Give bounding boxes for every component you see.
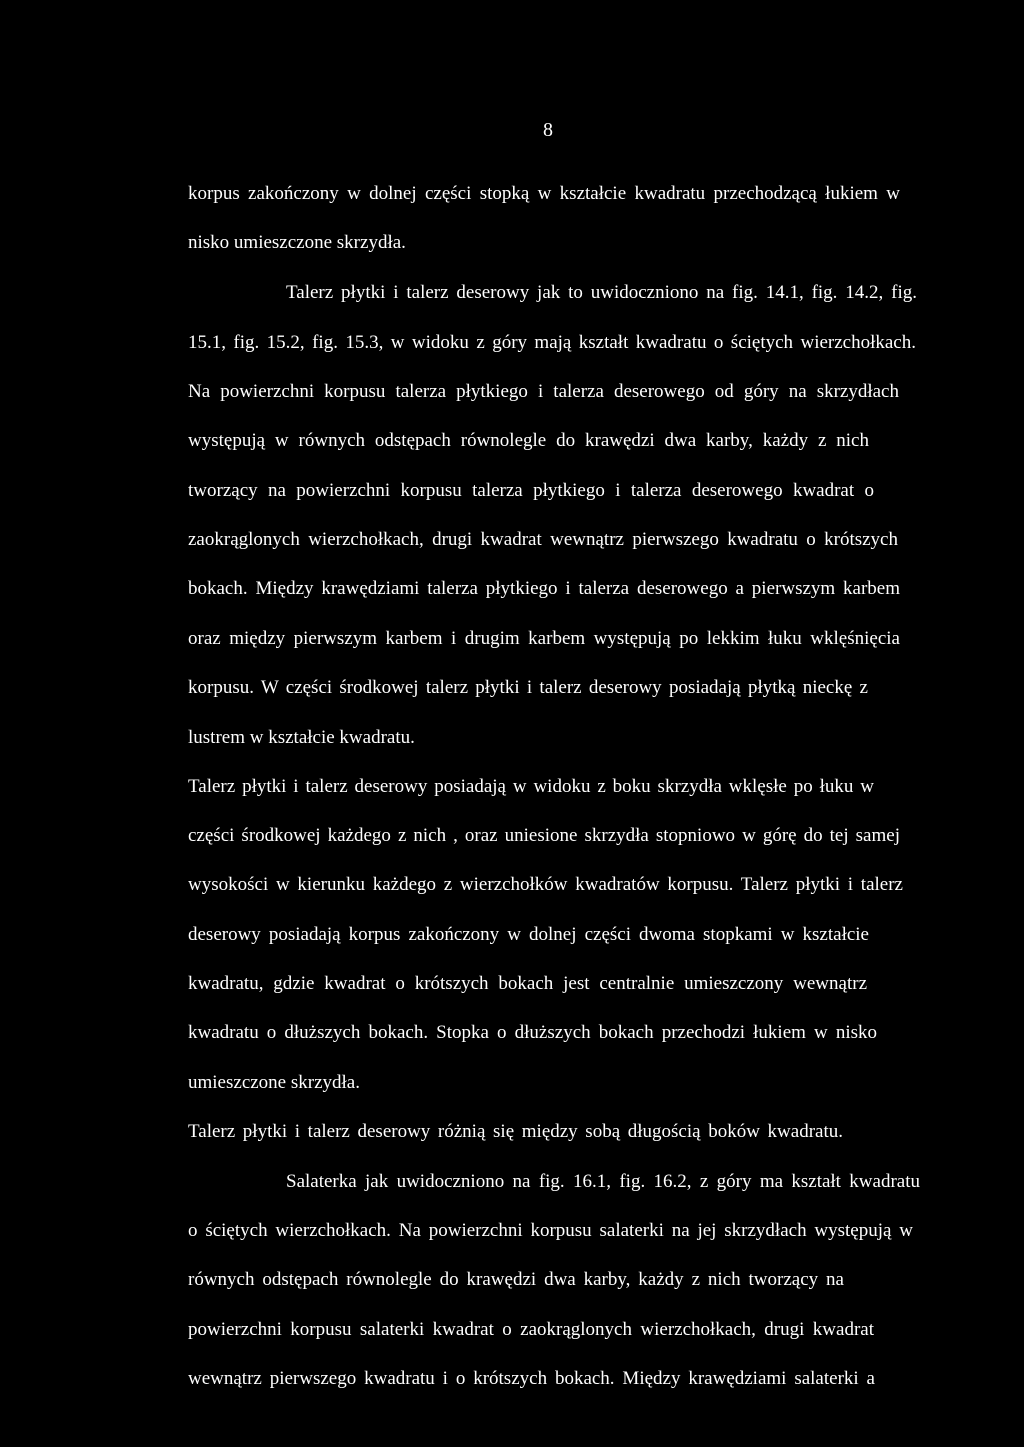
text-line: Talerz płytki i talerz deserowy jak to uwidoczniono na fig. 14.1, fig. 14.2, fig.: [286, 282, 917, 303]
text-line: powierzchni korpusu salaterki kwadrat o zaokrąglonych wierzchołkach, drugi kwadrat: [188, 1319, 874, 1340]
page-number: 8: [543, 119, 553, 141]
text-line: kwadratu, gdzie kwadrat o krótszych bokach jest centralnie umieszczony wewnątrz: [188, 973, 867, 994]
text-line: Talerz płytki i talerz deserowy różnią się między sobą długością boków kwadratu.: [188, 1121, 843, 1142]
text-line: równych odstępach równolegle do krawędzi dwa karby, każdy z nich tworzący na: [188, 1269, 844, 1290]
text-line: kwadratu o dłuższych bokach. Stopka o dłuższych bokach przechodzi łukiem w nisko: [188, 1022, 877, 1043]
text-line: Na powierzchni korpusu talerza płytkiego i talerza deserowego od góry na skrzydłach: [188, 381, 899, 402]
text-line: nisko umieszczone skrzydła.: [188, 232, 406, 253]
text-line: o ściętych wierzchołkach. Na powierzchni korpusu salaterki na jej skrzydłach występują w: [188, 1220, 913, 1241]
text-line: 15.1, fig. 15.2, fig. 15.3, w widoku z góry mają kształt kwadratu o ściętych wierzchołkach.: [188, 332, 916, 353]
text-line: części środkowej każdego z nich , oraz uniesione skrzydła stopniowo w górę do tej samej: [188, 825, 900, 846]
text-line: deserowy posiadają korpus zakończony w dolnej części dwoma stopkami w kształcie: [188, 924, 869, 945]
text-line: oraz między pierwszym karbem i drugim karbem występują po lekkim łuku wklęśnięcia: [188, 628, 900, 649]
text-line: zaokrąglonych wierzchołkach, drugi kwadrat wewnątrz pierwszego kwadratu o krótszych: [188, 529, 898, 550]
text-line: występują w równych odstępach równolegle do krawędzi dwa karby, każdy z nich: [188, 430, 869, 451]
text-line: umieszczone skrzydła.: [188, 1072, 360, 1093]
text-line: Salaterka jak uwidoczniono na fig. 16.1, fig. 16.2, z góry ma kształt kwadratu: [286, 1171, 920, 1192]
text-line: bokach. Między krawędziami talerza płytkiego i talerza deserowego a pierwszym karbem: [188, 578, 900, 599]
text-line: Talerz płytki i talerz deserowy posiadają w widoku z boku skrzydła wklęsłe po łuku w: [188, 776, 874, 797]
text-line: lustrem w kształcie kwadratu.: [188, 727, 415, 748]
text-line: korpus zakończony w dolnej części stopką w kształcie kwadratu przechodzącą łukiem w: [188, 183, 900, 204]
text-line: tworzący na powierzchni korpusu talerza płytkiego i talerza deserowego kwadrat o: [188, 480, 874, 501]
text-line: wewnątrz pierwszego kwadratu i o krótszych bokach. Między krawędziami salaterki a: [188, 1368, 875, 1389]
text-line: wysokości w kierunku każdego z wierzchołków kwadratów korpusu. Talerz płytki i talerz: [188, 874, 903, 895]
text-line: korpusu. W części środkowej talerz płytki i talerz deserowy posiadają płytką nieckę z: [188, 677, 868, 698]
